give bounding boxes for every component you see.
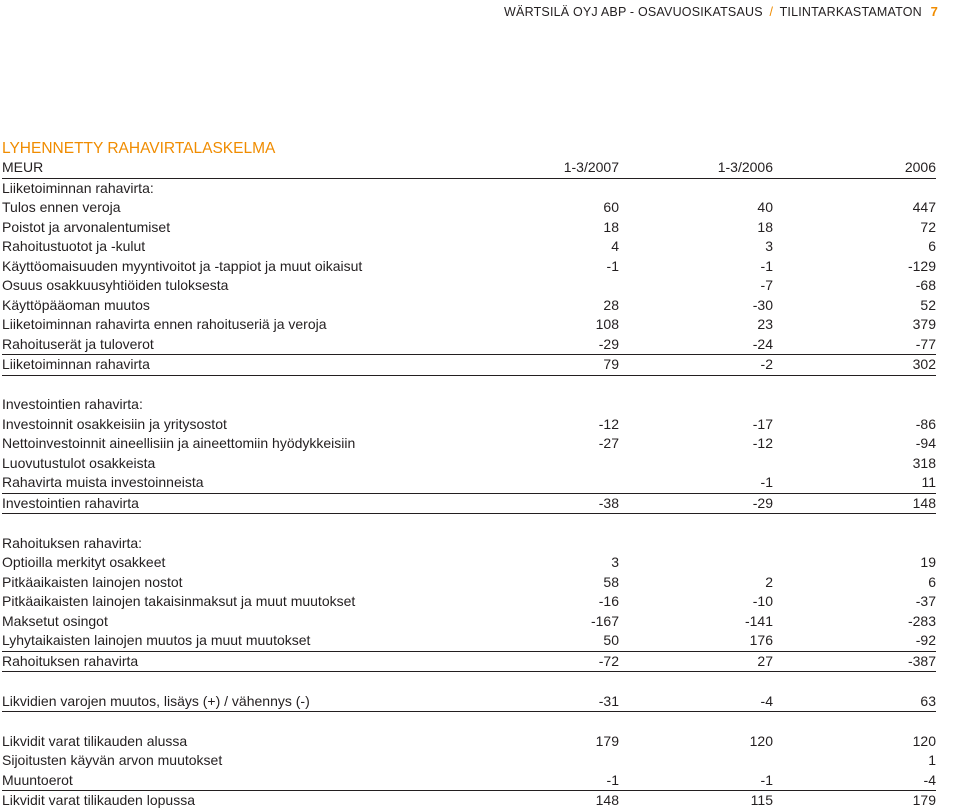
table-row (2, 335, 936, 355)
value-q1-2007 (472, 751, 619, 771)
row-label: Poistot ja arvonalentumiset (2, 218, 171, 235)
row-label (2, 514, 472, 534)
value-q1-2007: 148 (472, 791, 619, 811)
spacer-row (2, 375, 936, 395)
row-label: Liiketoiminnan rahavirta (2, 355, 472, 376)
row-label: Likvidit varat tilikauden alussa (2, 732, 188, 749)
row-label: Lyhytaikaisten lainojen muutos ja muut muutokset (2, 632, 311, 648)
value-q1-2006: -1 (760, 771, 773, 788)
table-row (2, 791, 936, 811)
table-row (2, 771, 936, 791)
value-q1-2006: 18 (757, 218, 773, 235)
value-q1-2006: -141 (744, 612, 773, 629)
value-q1-2006 (619, 514, 773, 534)
value-2006 (773, 395, 936, 415)
table-row (2, 355, 936, 376)
value-q1-2007: 108 (595, 316, 619, 332)
table-row (2, 651, 936, 672)
value-q1-2006 (619, 712, 773, 732)
row-label: Optioilla merkityt osakkeet (2, 554, 166, 570)
table-row (2, 276, 936, 296)
row-label: Pitkäaikaisten lainojen takaisinmaksut ja muut muutokset (2, 593, 356, 609)
value-2006: 6 (928, 238, 936, 254)
value-q1-2006: -24 (752, 335, 773, 352)
table-row (2, 553, 936, 573)
row-label: Maksetut osingot (2, 612, 108, 629)
row-label: Käyttöpääoman muutos (2, 296, 150, 313)
row-label (2, 712, 472, 732)
row-label (2, 672, 472, 692)
value-q1-2007: 50 (603, 632, 619, 648)
row-label: Rahoituserät ja tuloverot (2, 335, 154, 352)
table-row (2, 534, 936, 554)
value-q1-2007 (472, 514, 619, 534)
value-q1-2007 (472, 473, 619, 493)
table-row (2, 473, 936, 493)
value-q1-2007 (472, 454, 619, 474)
row-label: Rahoituksen rahavirta: (2, 534, 143, 551)
value-q1-2006: 120 (749, 732, 773, 749)
row-label: Sijoitusten käyvän arvon muutokset (2, 752, 223, 768)
row-label: Nettoinvestoinnit aineellisiin ja aineettomiin hyödykkeisiin (2, 435, 356, 451)
table-row (2, 751, 936, 771)
value-q1-2007: -16 (598, 593, 619, 609)
row-label: Investointien rahavirta (2, 493, 472, 514)
value-q1-2006 (619, 534, 773, 554)
table-row (2, 237, 936, 257)
value-2006: -94 (915, 435, 936, 451)
value-2006: -129 (907, 257, 936, 274)
row-label: Rahoitustuotot ja -kulut (2, 238, 146, 254)
value-q1-2007: 60 (603, 199, 619, 215)
value-q1-2007 (472, 276, 619, 296)
value-q1-2007: -1 (606, 771, 619, 788)
value-2006: 19 (920, 554, 936, 570)
value-2006: -387 (773, 651, 936, 672)
value-2006 (773, 178, 936, 198)
value-q1-2006: -2 (619, 355, 773, 376)
table-row (2, 631, 936, 651)
value-q1-2007 (472, 712, 619, 732)
table-row (2, 395, 936, 415)
value-q1-2006: -30 (752, 296, 773, 313)
table-row (2, 257, 936, 277)
spacer-row (2, 712, 936, 732)
row-label: Tulos ennen veroja (2, 199, 121, 215)
value-2006: 447 (912, 199, 936, 215)
value-q1-2006: -12 (752, 435, 773, 451)
value-2006: 120 (912, 732, 936, 749)
table-row (2, 415, 936, 435)
table-row (2, 612, 936, 632)
value-q1-2006: -1 (760, 257, 773, 274)
value-q1-2007: -38 (472, 493, 619, 514)
value-2006: -283 (907, 612, 936, 629)
value-q1-2006 (619, 395, 773, 415)
value-2006: 63 (773, 692, 936, 712)
value-2006: -92 (915, 632, 936, 648)
value-q1-2007: -27 (598, 435, 619, 451)
value-q1-2006 (619, 751, 773, 771)
page-number: 7 (930, 4, 938, 19)
spacer-row (2, 514, 936, 534)
row-label: Muuntoerot (2, 771, 73, 788)
value-q1-2006: 176 (749, 632, 773, 648)
row-label: Likvidit varat tilikauden lopussa (2, 791, 472, 811)
row-label: Liiketoiminnan rahavirta ennen rahoituseriä ja veroja (2, 316, 327, 332)
value-q1-2006: -29 (619, 493, 773, 514)
row-label (2, 375, 472, 395)
value-q1-2007: -29 (598, 335, 619, 352)
column-header-label: MEUR (2, 158, 472, 178)
value-q1-2007: 4 (611, 238, 619, 254)
value-q1-2007 (472, 375, 619, 395)
row-label: Rahavirta muista investoinneista (2, 474, 204, 490)
value-q1-2007: -12 (598, 415, 619, 432)
value-q1-2006 (619, 553, 773, 573)
value-2006 (773, 375, 936, 395)
value-q1-2006 (619, 672, 773, 692)
row-label: Osuus osakkuusyhtiöiden tuloksesta (2, 277, 229, 293)
running-header (504, 4, 938, 19)
table-row (2, 692, 936, 712)
value-q1-2007: -72 (472, 651, 619, 672)
value-q1-2007 (472, 534, 619, 554)
value-q1-2006: 3 (765, 238, 773, 254)
value-2006: 302 (773, 355, 936, 376)
value-2006 (773, 534, 936, 554)
value-q1-2007: 18 (603, 218, 619, 235)
value-q1-2007: 79 (472, 355, 619, 376)
table-row (2, 573, 936, 593)
value-q1-2007 (472, 395, 619, 415)
table-row (2, 493, 936, 514)
value-2006: -68 (915, 277, 936, 293)
row-label: Luovutustulot osakkeista (2, 454, 156, 471)
table-row (2, 434, 936, 454)
table-row (2, 315, 936, 335)
table-row (2, 592, 936, 612)
value-q1-2006: -1 (760, 474, 773, 490)
value-2006: 11 (921, 474, 936, 490)
table-row (2, 178, 936, 198)
value-q1-2006: 2 (765, 573, 773, 590)
value-q1-2006: -4 (619, 692, 773, 712)
value-q1-2007: -167 (590, 612, 619, 629)
value-q1-2006 (619, 375, 773, 395)
value-2006 (773, 672, 936, 692)
value-q1-2007: -31 (472, 692, 619, 712)
value-2006: -86 (915, 415, 936, 432)
column-header-2006: 2006 (773, 158, 936, 178)
value-q1-2006: 23 (757, 316, 773, 332)
row-label: Käyttöomaisuuden myyntivoitot ja -tappiot ja muut oikaisut (2, 257, 363, 274)
row-label: Pitkäaikaisten lainojen nostot (2, 573, 183, 590)
column-header-q1-2006: 1-3/2006 (619, 158, 773, 178)
value-q1-2006: 115 (619, 791, 773, 811)
table-row (2, 732, 936, 752)
row-label: Liiketoiminnan rahavirta: (2, 179, 154, 196)
value-2006: 1 (928, 752, 936, 768)
value-q1-2007: -1 (606, 257, 619, 274)
value-q1-2007 (472, 178, 619, 198)
value-2006: 148 (773, 493, 936, 514)
table-row (2, 198, 936, 218)
value-2006: -37 (915, 593, 936, 609)
value-2006: 72 (920, 218, 936, 235)
row-label: Likvidien varojen muutos, lisäys (+) / vähennys (-) (2, 692, 472, 712)
row-label: Investoinnit osakkeisiin ja yritysostot (2, 415, 227, 432)
value-q1-2006: -10 (752, 593, 773, 609)
value-2006: 379 (912, 316, 936, 332)
cash-flow-table (2, 158, 936, 811)
value-2006 (773, 514, 936, 534)
value-2006: 52 (920, 296, 936, 313)
value-q1-2007: 28 (603, 296, 619, 313)
table-row (2, 454, 936, 474)
value-q1-2006: -7 (760, 277, 773, 293)
value-2006: 179 (773, 791, 936, 811)
value-q1-2006: 40 (757, 199, 773, 215)
value-q1-2006 (619, 454, 773, 474)
company-name: WÄRTSILÄ OYJ ABP - OSAVUOSIKATSAUS (504, 5, 763, 19)
table-row (2, 296, 936, 316)
value-2006 (773, 712, 936, 732)
column-header-q1-2007: 1-3/2007 (472, 158, 619, 178)
header-separator: / (769, 5, 774, 19)
value-q1-2006 (619, 178, 773, 198)
audit-note: TILINTARKASTAMATON (779, 5, 922, 19)
table-header-row (2, 158, 936, 178)
table-row (2, 218, 936, 238)
value-q1-2007 (472, 672, 619, 692)
value-q1-2006: 27 (619, 651, 773, 672)
value-2006: 6 (928, 573, 936, 590)
row-label: Rahoituksen rahavirta (2, 651, 472, 672)
value-2006: -77 (915, 335, 936, 352)
value-q1-2007: 179 (595, 732, 619, 749)
value-2006: 318 (912, 454, 936, 471)
value-q1-2006: -17 (752, 415, 773, 432)
row-label: Investointien rahavirta: (2, 396, 143, 412)
value-q1-2007: 3 (611, 554, 619, 570)
value-2006: -4 (923, 771, 936, 788)
section-title: LYHENNETTY RAHAVIRTALASKELMA (2, 140, 276, 157)
value-q1-2007: 58 (603, 573, 619, 590)
spacer-row (2, 672, 936, 692)
